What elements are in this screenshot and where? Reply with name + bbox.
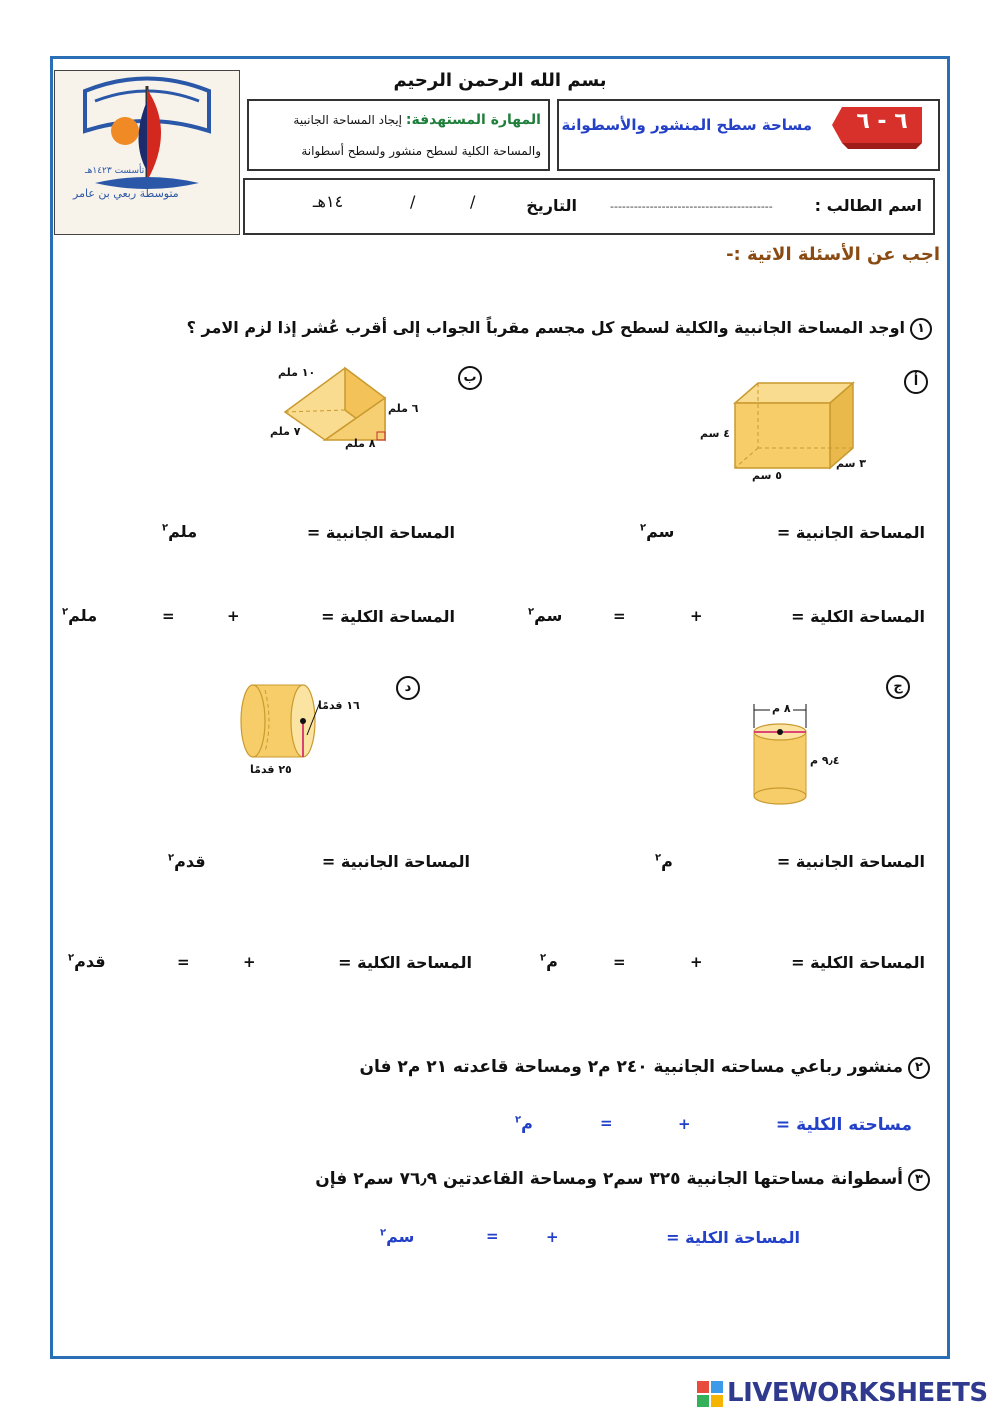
fig-d-radius: ١٦ قدمًا [318, 699, 360, 712]
fig-d-length: ٢٥ قدمًا [250, 763, 292, 776]
fig-b-height: ٦ ملم [388, 402, 419, 415]
fig-a-letter: أ [904, 370, 928, 394]
fig-c-lateral-unit: م$^٢$ [655, 852, 673, 871]
fig-d-total-unit: قدم$^٢$ [68, 952, 106, 971]
fig-b-base: ٨ ملم [345, 437, 376, 450]
fig-b-hyp: ٧ ملم [270, 425, 301, 438]
fig-c-height: ٩٫٤ م [810, 754, 840, 767]
fig-b-lateral-unit: ملم$^٢$ [162, 522, 198, 541]
q3-number: ٣ [908, 1168, 930, 1191]
skill-box [247, 99, 550, 171]
skill-text1: إيجاد المساحة الجانبية [293, 113, 403, 127]
fig-b-length: ١٠ ملم [278, 366, 316, 379]
fig-a-total-label: المساحة الكلية = [791, 607, 925, 626]
fig-a-width: ٣ سم [836, 457, 866, 470]
date-label: التاريخ [526, 196, 577, 215]
q3-text: أسطوانة مساحتها الجانبية ٣٢٥ سم٢ ومساحة القاعدتين ٧٦٫٩ سم٢ فإن [315, 1169, 903, 1189]
fig-d-cylinder [235, 680, 330, 765]
fig-b-lateral-label: المساحة الجانبية = [306, 523, 455, 542]
logo-graphic [55, 71, 239, 234]
fig-a-length: ٥ سم [752, 469, 782, 482]
fig-a-lateral-label: المساحة الجانبية = [776, 523, 925, 542]
fig-c-lateral-label: المساحة الجانبية = [776, 852, 925, 871]
fig-d-lateral-label: المساحة الجانبية = [321, 852, 470, 871]
q2-number: ٢ [908, 1056, 930, 1079]
fig-d-total-label: المساحة الكلية = [338, 953, 472, 972]
q2-equals: = [600, 1114, 613, 1132]
lesson-number: ٦ - ٦ [856, 109, 908, 134]
q3-answer-label: المساحة الكلية = [666, 1228, 800, 1247]
school-logo [54, 70, 240, 235]
fig-d-letter: د [396, 676, 420, 700]
liveworksheets-brand[interactable]: LIVEWORKSHEETS [727, 1378, 988, 1408]
fig-c-diameter: ٨ م [772, 702, 791, 715]
fig-c-letter: ج [886, 675, 910, 699]
fig-c-total-unit: م$^٢$ [540, 952, 558, 971]
q2-text: منشور رباعي مساحته الجانبية ٢٤٠ م٢ ومساحة قاعدته ٢١ م٢ فان [359, 1057, 903, 1077]
student-name-field[interactable]: ----------------------------------------- [610, 200, 773, 213]
fig-b-plus: + [227, 607, 240, 625]
lesson-title: مساحة سطح المنشور والأسطوانة [561, 116, 812, 134]
instructions: اجب عن الأسئلة الاتية :- [726, 244, 940, 265]
liveworksheets-logo-icon [697, 1381, 723, 1407]
date-slash-1: / [470, 192, 476, 211]
svg-text:متوسطة ربعي بن عامر: متوسطة ربعي بن عامر [73, 187, 179, 200]
q3-plus: + [546, 1228, 559, 1246]
q2-answer-label: مساحته الكلية = [775, 1115, 912, 1135]
fig-a-equals: = [613, 607, 626, 625]
fig-c-total-label: المساحة الكلية = [791, 953, 925, 972]
fig-b-letter: ب [458, 366, 482, 390]
fig-b-total-label: المساحة الكلية = [321, 607, 455, 626]
fig-a-plus: + [690, 607, 703, 625]
date-year[interactable]: ١٤هـ [312, 192, 344, 211]
student-name-label: اسم الطالب : [814, 196, 922, 215]
q3-equals: = [486, 1227, 499, 1245]
skill-line2: والمساحة الكلية لسطح منشور ولسطح أسطوانة [301, 144, 541, 158]
q2-unit: م$^٢$ [515, 1114, 533, 1133]
fig-b-equals: = [162, 607, 175, 625]
fig-d-lateral-unit: قدم$^٢$ [168, 852, 206, 871]
q2-plus: + [678, 1115, 691, 1133]
fig-a-lateral-unit: سم$^٢$ [640, 522, 675, 541]
basmala: بسم الله الرحمن الرحيم [393, 70, 607, 91]
q3-unit: سم$^٢$ [380, 1227, 415, 1246]
skill-line1 [256, 112, 541, 128]
fig-c-plus: + [690, 953, 703, 971]
fig-d-plus: + [243, 953, 256, 971]
q1-number: ١ [910, 317, 932, 340]
skill-label: المهارة المستهدفة: [405, 112, 541, 128]
svg-text:تأسست ١٤٢٣هـ: تأسست ١٤٢٣هـ [85, 166, 145, 176]
fig-a-total-unit: سم$^٢$ [528, 606, 563, 625]
fig-d-equals: = [177, 953, 190, 971]
fig-c-cylinder [745, 700, 820, 810]
fig-a-height: ٤ سم [700, 427, 730, 440]
q1-text: اوجد المساحة الجانبية والكلية لسطح كل مجسم مقرباً الجواب إلى أقرب عُشر إذا لزم الامر ؟ [186, 318, 905, 337]
date-slash-2: / [410, 192, 416, 211]
fig-c-equals: = [613, 953, 626, 971]
fig-b-total-unit: ملم$^٢$ [62, 606, 98, 625]
